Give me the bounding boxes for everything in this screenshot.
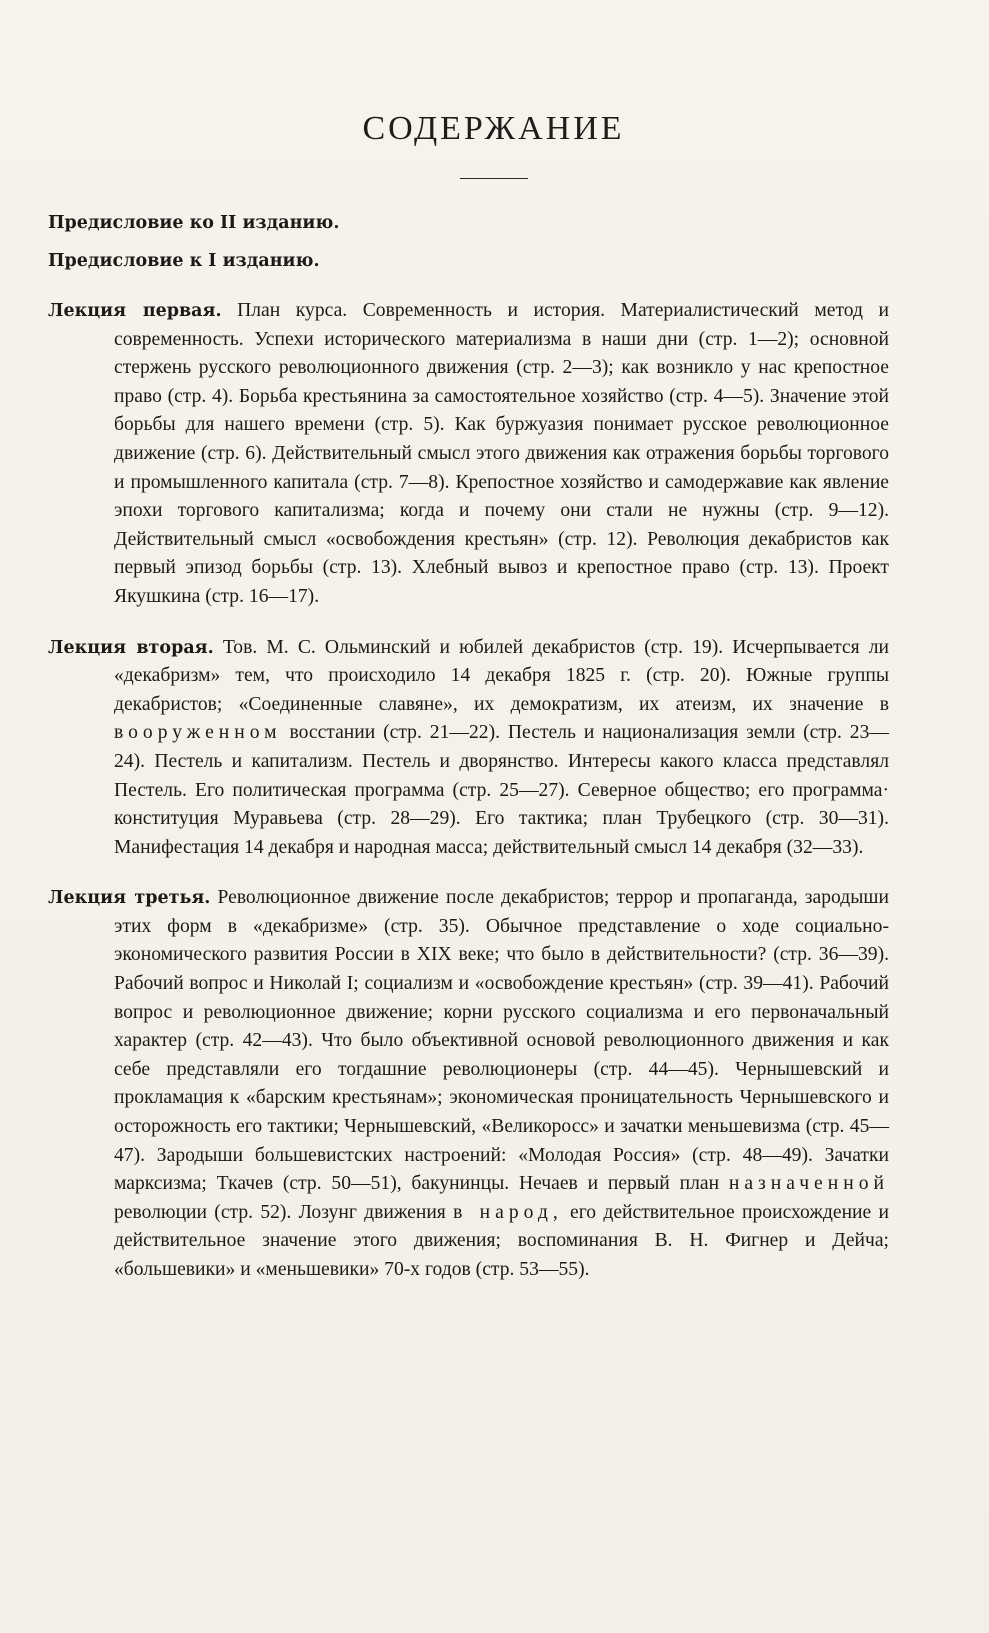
lecture-one-title: Лекция первая. — [48, 301, 222, 321]
title-divider — [460, 178, 528, 179]
lecture-one-text: План курса. Современность и история. Материалистический метод и современность. Успехи исторического материализма в наши дни (стр. 1—2); основной стержень русского революционного движения (стр. 2—3); как возникло у нас крепостное право (стр. 4). Борьба крестьянина за самостоятельное хозяйство (стр. 4—5). Значение этой борьбы для нашего времени (стр. 5). Как буржуазия понимает русское революционное движение (стр. 6). Действительный смысл этого движения как отражения борьбы торгового и промышленного капитала (стр. 7—8). Крепостное хозяйство и самодержавие как явление эпохи торгового капитализма; когда и почему они стали не нужны (стр. 9—12). Действительный смысл «освобождения крестьян» (стр. 12). Революция декабристов как первый эпизод борьбы (стр. 13). Хлебный вывоз и крепостное право (стр. 13). Проект Якушкина (стр. 16—17). — [114, 300, 890, 607]
preface-second-edition: Предисловие ко II изданию. — [48, 213, 340, 233]
preface-first-edition: Предисловие к I изданию. — [48, 251, 320, 271]
lecture-three-entry — [48, 884, 889, 1284]
lecture-three-title: Лекция третья. — [48, 888, 211, 909]
lecture-two-text-part-b: восстании (стр. 21—22). Пестель и национализация земли (стр. 23—24). Пестель и капитализм. Пестель и дворянство. Интересы какого класса представлял Пестель. Его политическая программа (стр. 25—27). Северное общество; его программа· конституция Муравьева (стр. 28—29). Его тактика; план Трубецкого (стр. 30—31). Манифестация 14 декабря и народная масса; действительный смысл 14 декабря (32—33). — [114, 722, 889, 858]
lecture-three-text-part-c: его действительное происхождение и действительное значение этого движения; воспоминания В. Н. Фигнер и Дейча; «большевики» и «меньшевики» 70-х годов (стр. 53—55). — [114, 1201, 890, 1280]
lecture-two-text-part-a: Тов. М. С. Ольминский и юбилей декабристов (стр. 19). Исчерпывается ли «декабризм» тем, что происходило 14 декабря 1825 г. (стр. 20). Южные группы декабристов; «Соединенные славяне», их демократизм, их атеизм, их значение в — [114, 636, 889, 715]
lecture-one-entry — [48, 297, 889, 612]
lecture-two-spaced-word: вооруженном — [114, 722, 282, 744]
lecture-three-spaced-word-2: в народ, — [453, 1201, 563, 1223]
lecture-two-title: Лекция вторая. — [48, 637, 214, 658]
page-title: СОДЕРЖАНИЕ — [362, 110, 625, 147]
lecture-three-text-part-b: революции (стр. 52). Лозунг движения — [114, 1201, 446, 1223]
lecture-two-entry — [48, 634, 889, 863]
lecture-three-spaced-word-1: назначенной — [728, 1173, 889, 1195]
lecture-three-text-part-a: Революционное движение после декабристов; террор и пропаганда, зародыши этих форм в «декабризме» (стр. 35). Обычное представление о ходе социально-экономического развития России в XIX веке; что было в действительности? (стр. 36—39). Рабочий вопрос и Николай I; социализм и «освобождение крестьян» (стр. 39—41). Рабочий вопрос и революционное движение; корни русского социализма и его первоначальный характер (стр. 42—43). Что было объективной основой революционного движения и как себе представляли его тогдашние революционеры (стр. 44—45). Чернышевский и прокламация к «барским крестьянам»; экономическая проницательность Чернышевского и осторожность его тактики; Чернышевский, «Великоросс» и зачатки меньшевизма (стр. 45—47). Зародыши большевистских настроений: «Молодая Россия» (стр. 48—49). Зачатки марксизма; Ткачев (стр. 50—51), бакунинцы. Нечаев и первый план — [114, 887, 889, 1195]
